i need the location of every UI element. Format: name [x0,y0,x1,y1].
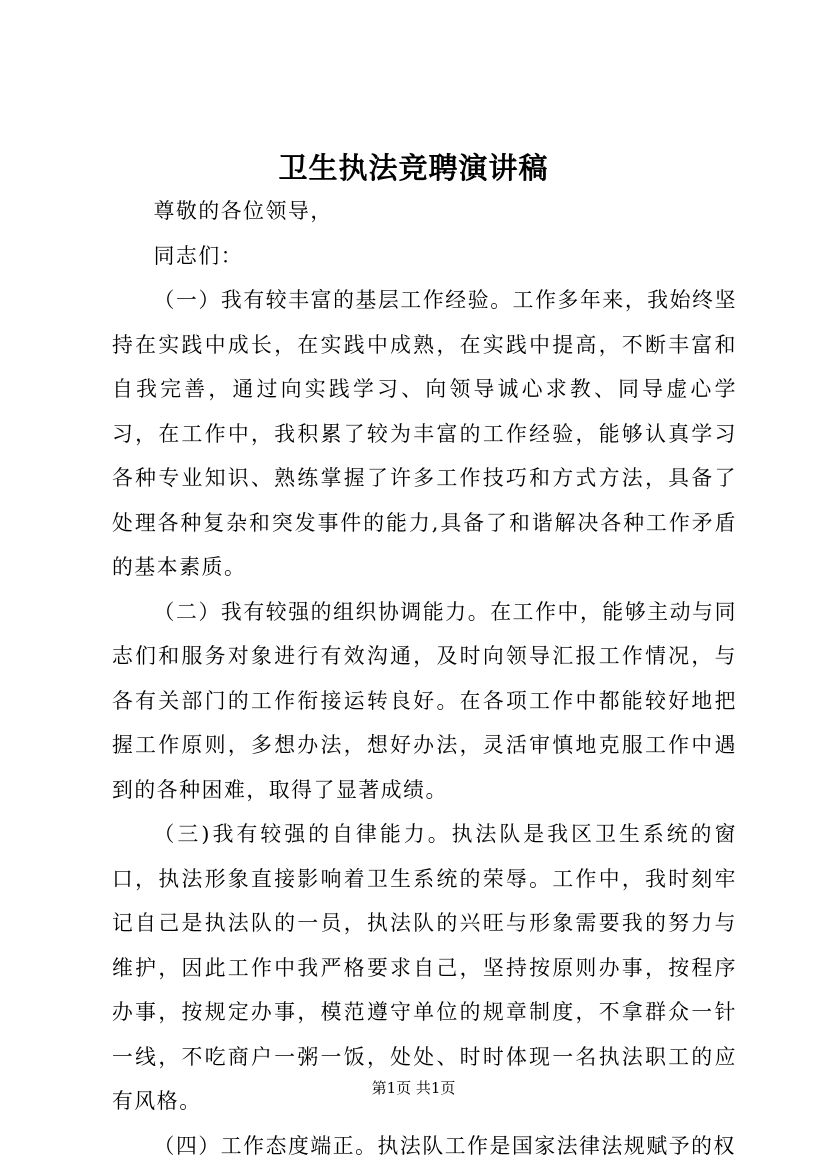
page-footer: 第1页 共1页 [371,1079,456,1097]
paragraph-self-discipline: （三)我有较强的自律能力。执法队是我区卫生系统的窗口，执法形象直接影响着卫生系统的荣辱。工作中，我时刻牢记自己是执法队的一员，执法队的兴旺与形象需要我的努力与维护，因此工作中我严格要求自己，坚持按原则办事，按程序办事，按规定办事，模范遵守单位的规章制度，不拿群众一针一线，不吃商户一粥一饭，处处、时时体现一名执法职工的应有风格。 [112,822,737,1113]
paragraph-experience: （一）我有较丰富的基层工作经验。工作多年来，我始终坚持在实践中成长，在实践中成熟，在实践中提高，不断丰富和自我完善，通过向实践学习、向领导诚心求教、同导虚心学习，在工作中，我积累了较为丰富的工作经验，能够认真学习各种专业知识、熟练掌握了许多工作技巧和方式方法，具备了处理各种复杂和突发事件的能力,具备了和谐解决各种工作矛盾的基本素质。 [112,288,737,579]
salutation-comrades: 同志们： [153,243,244,268]
salutation-leaders: 尊敬的各位领导， [153,199,333,223]
paragraph-attitude: （四）工作态度端正。执法队工作是国家法律法规赋予的权 [153,1133,736,1158]
document-title: 卫生执法竞聘演讲稿 [278,151,549,185]
paragraph-coordination: （二）我有较强的组织协调能力。在工作中，能够主动与同志们和服务对象进行有效沟通，及时向领导汇报工作情况，与各有关部门的工作衔接运转良好。在各项工作中都能较好地把握工作原则，多想办法，想好办法，灵活审慎地克服工作中遇到的各种困难，取得了显著成绩。 [112,599,737,802]
document-body [112,189,737,1168]
